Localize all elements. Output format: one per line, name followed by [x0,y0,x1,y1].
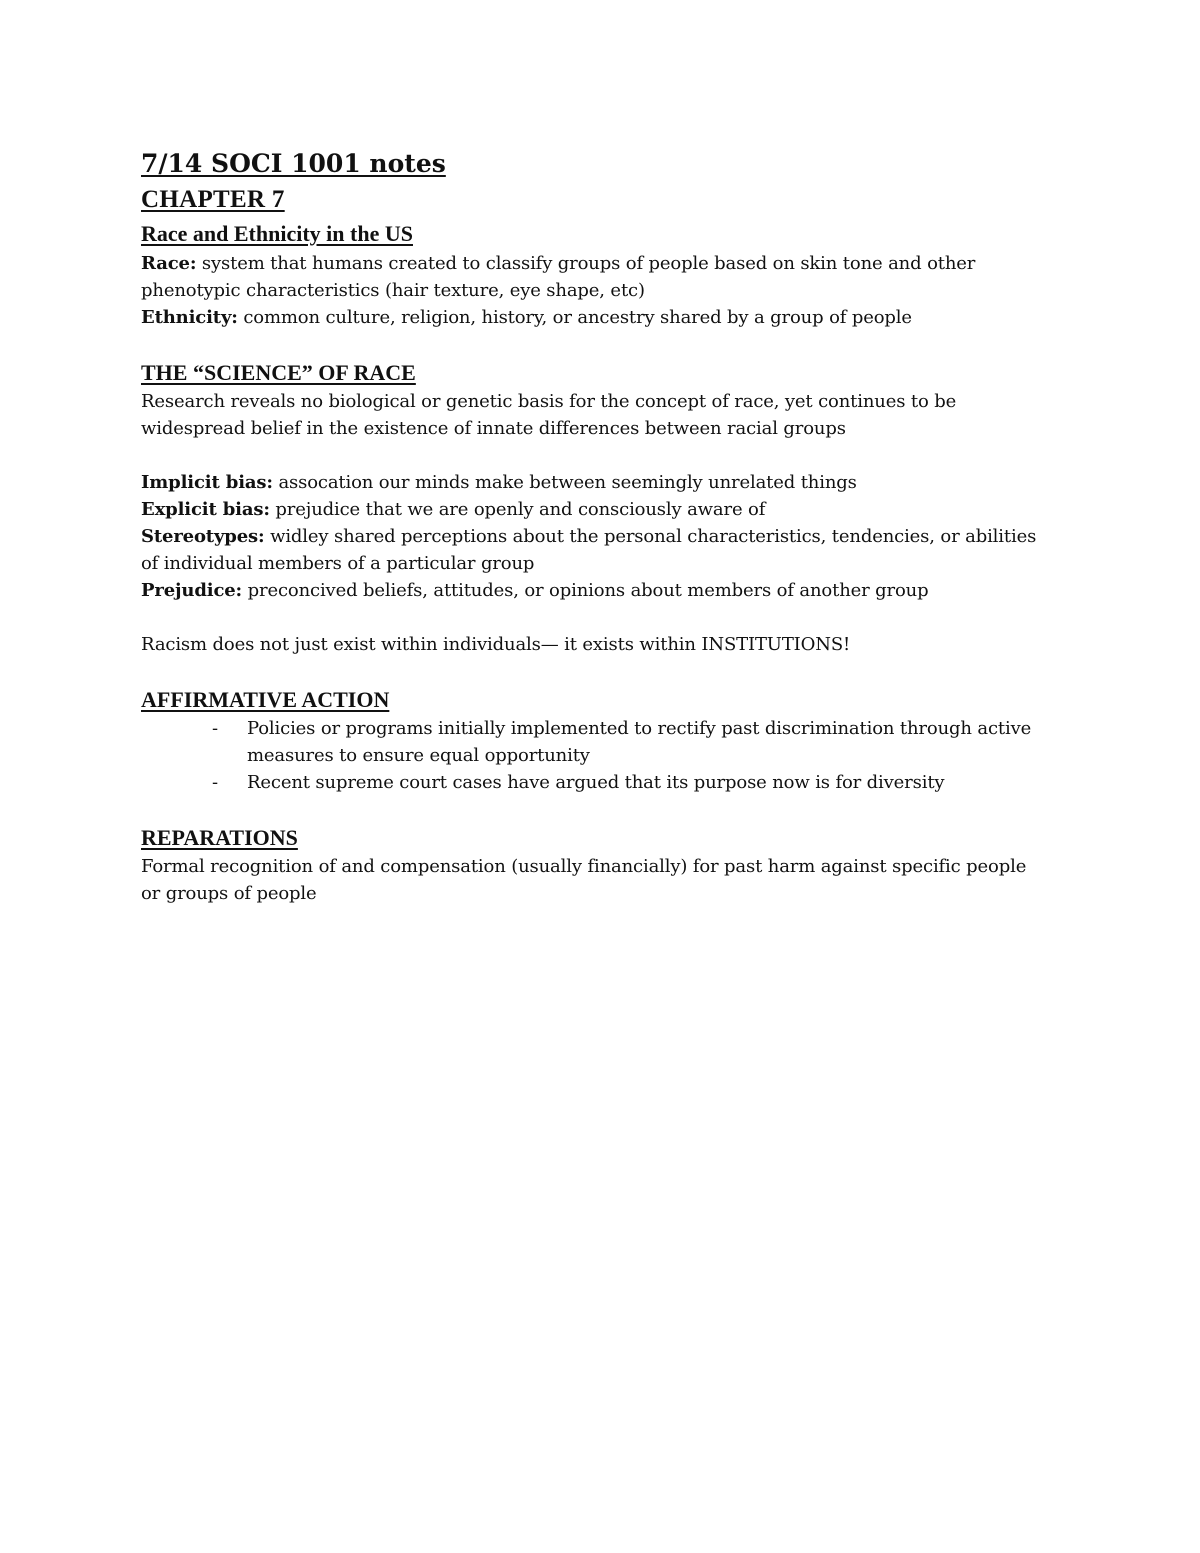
chapter-subtitle: Race and Ethnicity in the US [141,221,413,246]
list-item [141,769,1041,796]
affirmative-action-heading: AFFIRMATIVE ACTION [141,687,390,712]
definition-implicit-bias [141,469,1041,496]
definition-explicit-bias [141,496,1041,523]
racism-note: Racism does not just exist within individuals— it exists within INSTITUTIONS! [141,634,851,655]
dash-bullet: - [212,718,218,739]
definition-term: Prejudice: [141,580,243,601]
definition-stereotypes [141,523,1041,577]
definition-race [141,250,1041,304]
definition-text: common culture, religion, history, or ancestry shared by a group of people [237,307,912,328]
list-item [141,715,1041,769]
list-item-text: Policies or programs initially implemented to rectify past discrimination through active measures to ensure equal opportunity [247,718,1032,766]
list-item-text: Recent supreme court cases have argued that its purpose now is for diversity [247,772,945,793]
dash-bullet: - [212,772,218,793]
science-of-race-heading: THE “SCIENCE” OF RACE [141,360,416,385]
definition-text: assocation our minds make between seemingly unrelated things [272,472,857,493]
definition-term: Explicit bias: [141,499,270,520]
document-title: 7/14 SOCI 1001 notes [141,149,446,178]
reparations-body: Formal recognition of and compensation (usually financially) for past harm against specific people or groups of people [141,856,1027,904]
definition-term: Stereotypes: [141,526,265,547]
definition-text: prejudice that we are openly and consciously aware of [269,499,766,520]
science-of-race-body: Research reveals no biological or genetic basis for the concept of race, yet continues to be widespread belief in the existence of innate differences between racial groups [141,391,957,439]
affirmative-action-list [141,715,1041,796]
document-page [141,146,1041,907]
definition-term: Ethnicity: [141,307,238,328]
definition-text: widley shared perceptions about the personal characteristics, tendencies, or abilities of individual members of a particular group [141,526,1037,574]
definition-text: preconcived beliefs, attitudes, or opinions about members of another group [242,580,929,601]
reparations-heading: REPARATIONS [141,825,298,850]
definition-term: Race: [141,253,197,274]
chapter-heading: CHAPTER 7 [141,186,285,213]
definition-ethnicity [141,304,1041,331]
definition-text: system that humans created to classify groups of people based on skin tone and other phenotypic characteristics (hair texture, eye shape, etc) [141,253,976,301]
definition-prejudice [141,577,1041,604]
definition-term: Implicit bias: [141,472,273,493]
